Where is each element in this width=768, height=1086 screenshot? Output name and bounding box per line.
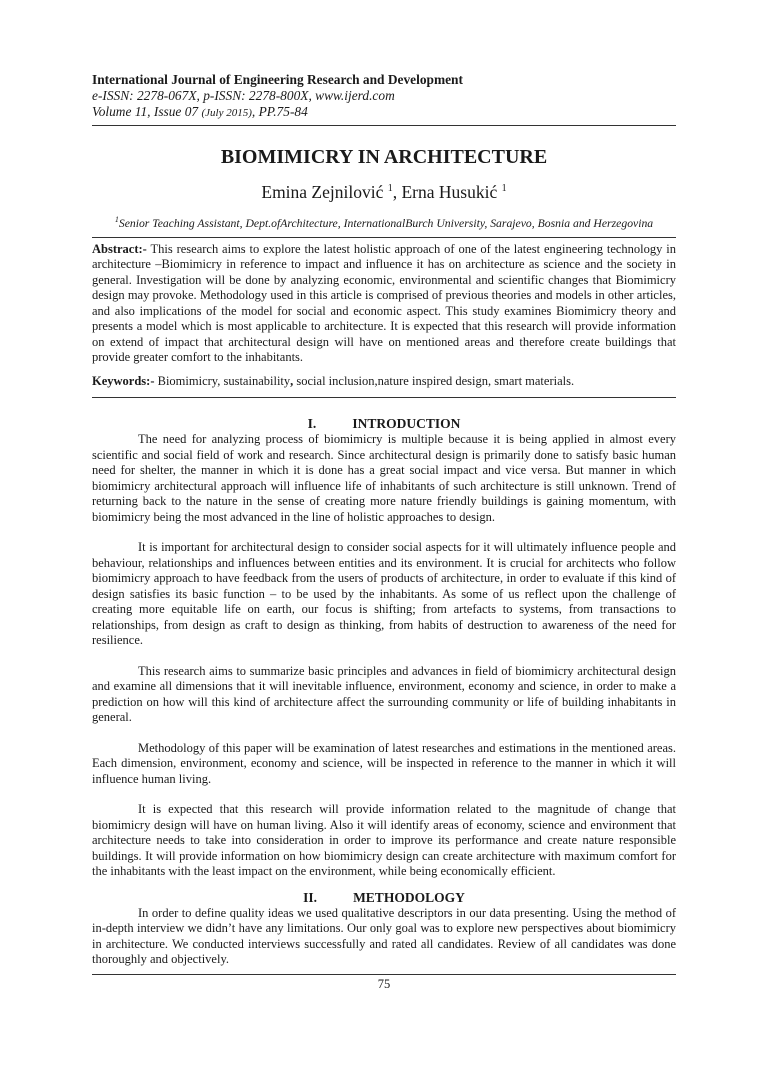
abstract-block (92, 237, 676, 366)
journal-volume: Volume 11, Issue 07 (July 2015), PP.75-84 (92, 104, 308, 119)
author-sup: 1 (501, 183, 507, 194)
header-rule (92, 125, 676, 126)
author-sup: 1 (387, 183, 393, 194)
affiliation: $^1$Senior Teaching Assistant, Dept.ofArchitecture, InternationalBurch University, Sarajevo, Bosnia and Herzegovina (114, 215, 654, 230)
keywords-rule (92, 397, 676, 398)
section-heading-introduction: I. INTRODUCTION (307, 416, 461, 432)
abstract-text: Abstract:- This research aims to explore the latest holistic approach of one of the latest engineering technology in architecture –Biomimicry in reference to impact and influence it has on architecture as science and the society in general. Investigation will be done by analyzing economic, environmental and scientific changes that Biomimicry design may provoke. Methodology used in this article is comprised of previous theories and models in other articles, and also implications of the model for social and economic aspect. This study examines Biomimicry theory and presents a model which is most applicable to architecture. It is expected that this research will provide information on extend of impact that architectural design will have on mentioned areas and therefore create buildings that provide greater comfort to the inhabitants. (92, 241, 676, 365)
body-paragraph: This research aims to summarize basic principles and advances in field of biomimicry architectural design and examine all dimensions that it will inevitable influence, environment, economy and science, in order to make a prediction on how will this kind of architecture affect the surrounding community or life of building inhabitants in general. (92, 663, 676, 725)
abstract-label: Abstract:- (92, 241, 147, 256)
journal-name: International Journal of Engineering Research and Development (92, 72, 463, 87)
body-paragraph: It is important for architectural design to consider social aspects for it will ultimately influence people and behaviour, relationships and influences between entities and its environment. It is crucial for architects who follow biomimicry approach to have feedback from the users of products of architecture, in order to evaluate if this kind of design satisfies its basic function – to be used by the inhabitants. As some of us reflect upon the challenge of creating more equitable life on earth, our focus is shifting; from artefacts to systems, from transactions to relationships, from design as craft to design as thinking, from habits of destruction to awareness of the need for resilience. (92, 540, 676, 648)
keywords-label: Keywords:- (92, 373, 155, 388)
author-line: Emina Zejnilović $^1$, Erna Husukić $^1$ (261, 182, 507, 202)
author-name: Erna Husukić (401, 182, 498, 202)
body-paragraph: It is expected that this research will provide information related to the magnitude of change that biomimicry design will have on human living. Also it will identify areas of economy, science and environment that architecture needs to take into consideration in order to improve its performance and create nature responsible buildings. It will provide information on how biomimicry design can create architecture with maximum comfort for the inhabitants with the least impact on the environment, while being economically efficient. (92, 802, 676, 879)
footer-rule (92, 974, 676, 975)
journal-issn: e-ISSN: 2278-067X, p-ISSN: 2278-800X, www.ijerd.com (92, 88, 395, 103)
paper-page (92, 72, 676, 992)
body-paragraph: In order to define quality ideas we used qualitative descriptors in our data presenting. Using the method of in-depth interview we didn’t have any limitations. Our only goal was to explore new perspectives about biomimicry in architecture. We conducted interviews successfully and rated all candidates. Review of all candidates was done thoroughly and objectively. (92, 905, 676, 967)
keywords: Keywords:- Biomimicry, sustainability, social inclusion,nature inspired design, smart materials. (92, 373, 575, 388)
body-paragraph: The need for analyzing process of biomimicry is multiple because it is being applied in almost every scientific and social field of work and research. Since architectural design is primarily done to satisfy basic human need for shelter, the manner in which it is done has a great social impact and vice versa. But manner in which biomimicry architectural approach will influence life of inhabitants of such architecture is still unknown. Trend of returning back to the nature in the sense of creating more nature friendly buildings is gaining momentum, with biomimicry being the most advanced in the line of holistic approaches to design. (92, 432, 676, 524)
paper-title: BIOMIMICRY IN ARCHITECTURE (220, 146, 548, 168)
body-paragraph: Methodology of this paper will be examination of latest researches and estimations in the mentioned areas. Each dimension, environment, economy and science, will be inspected in reference to the manner in which it will influence human living. (92, 740, 676, 786)
journal-header (92, 72, 676, 121)
section-heading-methodology: II. METHODOLOGY (303, 889, 465, 905)
author-name: Emina Zejnilović (261, 182, 384, 202)
page-number: 75 (377, 976, 391, 991)
